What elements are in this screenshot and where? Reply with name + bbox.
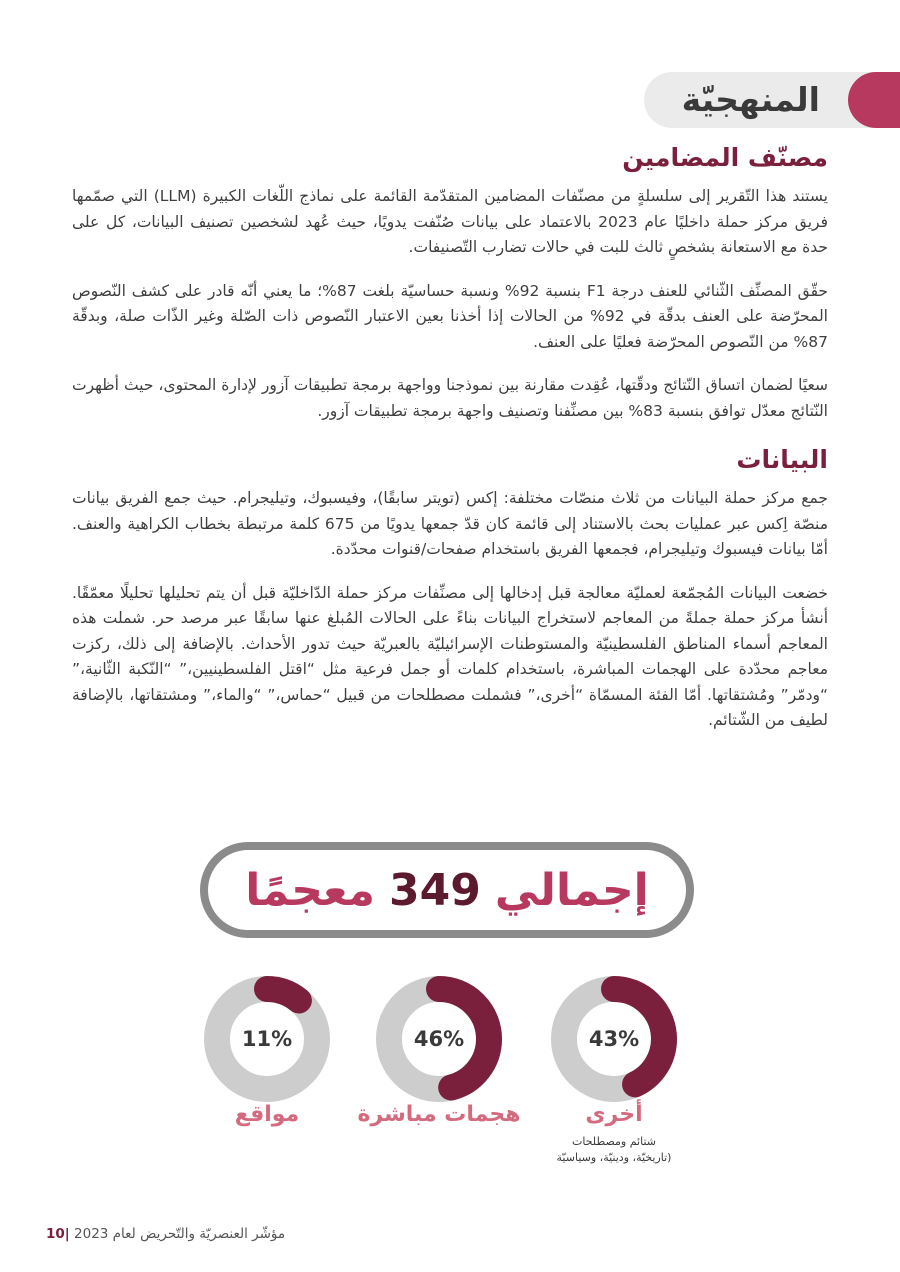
section-title-tab	[644, 72, 900, 128]
classifier-paragraph-1: يستند هذا التّقرير إلى سلسلةٍ من مصنّفات المضامين المتقدّمة القائمة على نماذج اللّغات الكبيرة (LLM) التي صمّمها فريق مركز حملة داخليًا عام 2023 بالاعتماد على بيانات صُنّفت يدويًا، حيث عُهد لشخصين تصنيف البيانات، كل على حدة مع الاستعانة بشخصٍ ثالث للبت في حالات تضارب التّصنيفات.	[72, 187, 828, 256]
donut-note-line-2: (تاريخيّة، ودينيّة، وسياسيّة	[556, 1151, 672, 1164]
donut-chart-other	[550, 975, 678, 1103]
donut-label-other: أخرى	[585, 1102, 643, 1127]
donut-label-direct-attacks: هجمات مباشرة	[357, 1102, 521, 1127]
footer-separator: |	[64, 1226, 70, 1242]
main-content	[72, 140, 828, 752]
donut-percentage: 46%	[413, 1027, 465, 1051]
donut-note-other	[504, 1134, 724, 1166]
total-prefix: إجمالي	[494, 864, 649, 916]
donut-chart-direct-attacks	[375, 975, 503, 1103]
page-footer	[46, 1226, 285, 1242]
total-lexicons-box	[200, 842, 694, 938]
data-paragraph-1: جمع مركز حملة البيانات من ثلاث منصّات مختلفة: إكس (تويتر سابقًا)، وفيسبوك، وتيليجرام. حيث جمع الفريق بيانات منصّة اِكس عبر عمليات بحث بالاستناد إلى قائمة كان قدّ جمعها يدويًا من 675 كلمة مرتبطة بخطاب الكراهية والعنف. أمّا بيانات فيسبوك وتيليجرام، فجمعها الفريق باستخدام صفحات/قنوات محدّدة.	[72, 489, 829, 558]
footer-text: مؤشّر العنصريّة والتّحريض لعام 2023	[74, 1226, 286, 1242]
donut-note-line-1: شتائم ومصطلحات	[572, 1135, 656, 1148]
classifier-heading: مصنّف المضامين	[622, 143, 828, 172]
data-heading: البيانات	[736, 445, 828, 474]
donut-label-locations: مواقع	[234, 1102, 300, 1127]
total-number: 349	[389, 864, 481, 916]
total-suffix: معجمًا	[245, 864, 376, 916]
donut-chart-locations	[203, 975, 331, 1103]
data-paragraph-2: خضعت البيانات المُجمّعة لعمليّة معالجة قبل إدخالها إلى مصنِّفات مركز حملة الدّاخليّة قبل أن يتم تحليلها تحليلًا معمّقًا. أنشأ مركز حملة جملةً من المعاجم لاستخراج البيانات بناءً على الحالات المُبلغ عنها سابقًا عبر مرصد حر. شملت هذه المعاجم أسماء المناطق الفلسطينيّة والمستوطنات الإسرائيليّة بالعبريّة حيث تدور الأحداث. بالإضافة إلى ذلك، ركزت معاجم محدّدة على الهجمات المباشرة، باستخدام كلمات أو جمل فرعية مثل “اقتل الفلسطينيين،” “النّكبة الثّانية،” “ودمّر” ومُشتقاتها. أمّا الفئة المسمّاة “أخرى،” فشملت مصطلحات من قبيل “حماس،” “والماء،” ومشتقاتها، بالإضافة لطيف من الشّتائم.	[72, 583, 828, 729]
page-title: المنهجيّة	[681, 80, 820, 119]
donut-percentage: 11%	[241, 1027, 293, 1051]
title-accent-bar	[848, 72, 900, 128]
classifier-paragraph-2: حقّق المصنِّف الثّنائي للعنف درجة F1 بنسبة 92% ونسبة حساسيّة بلغت 87%؛ ما يعني أنّه قادر على كشف النّصوص المحرّضة على العنف بدقّة في 92% من الحالات إذا أخذنا بعين الاعتبار النّصوص ذات الصّلة وغير الذّات صلة، وبدقّة 87% من النّصوص المحرّضة فعليًا على العنف.	[72, 281, 828, 351]
page-number: 10	[46, 1226, 65, 1242]
classifier-paragraph-3: سعيًا لضمان اتساق النّتائج ودقّتها، عُقِدت مقارنة بين نموذجنا وواجهة برمجة تطبيقات آزور لإدارة المحتوى، حيث أظهرت النّتائج معدّل توافق بنسبة 83% بين مصنِّفنا وتصنيف واجهة برمجة تطبيقات آزور.	[72, 376, 828, 420]
donut-percentage: 43%	[588, 1027, 640, 1051]
